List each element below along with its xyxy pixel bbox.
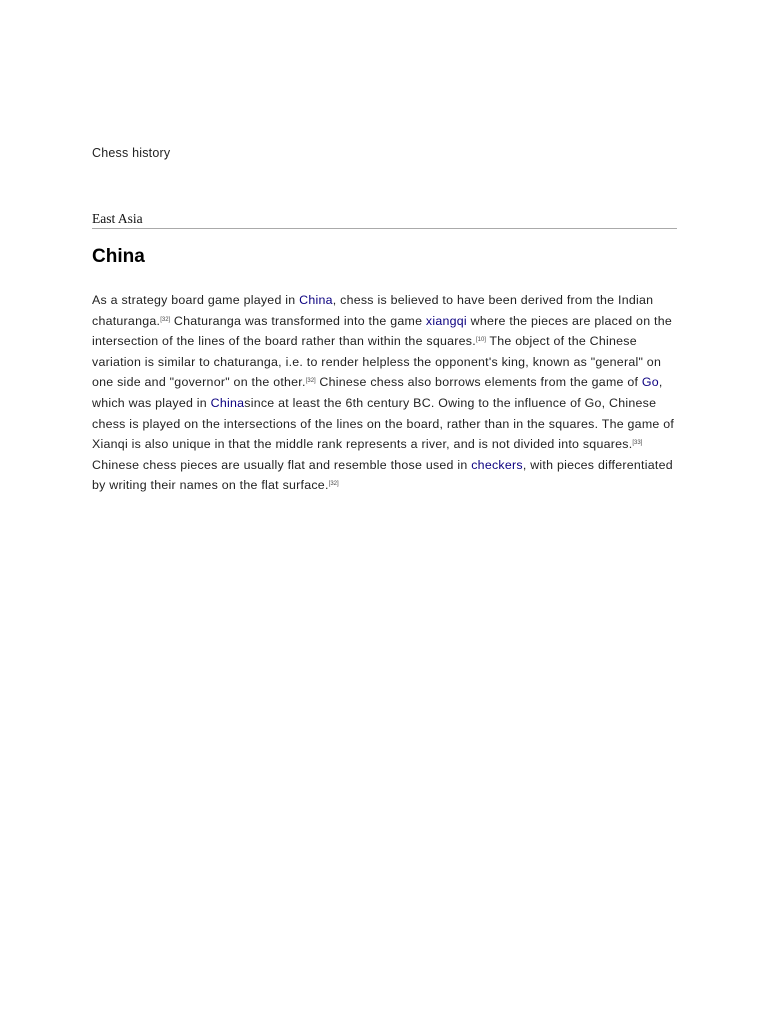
document-title: Chess history: [92, 146, 171, 160]
text-segment: where the pieces are placed on the intersection of the lines of the board rather than within the squares.: [92, 313, 673, 349]
citation-ref[interactable]: [10]: [475, 337, 486, 344]
text-segment: since at least the 6th century BC. Owing to the influence of Go, Chinese chess is played on the intersections of the lines on the board, rather than in the squares. The game of Xianqi is also unique in that the middle rank represents a river, and is not divided into squares.: [92, 395, 675, 452]
text-segment: , which was played in: [92, 375, 663, 410]
citation-ref[interactable]: [33]: [632, 440, 643, 447]
sub-heading-china: China: [92, 246, 145, 267]
link-checkers[interactable]: checkers: [471, 457, 523, 472]
citation-ref[interactable]: [32]: [328, 481, 339, 488]
text-segment: As a strategy board game played in: [92, 293, 300, 307]
text-segment: Chaturanga was transformed into the game: [170, 313, 426, 328]
text-segment: , with pieces differentiated by writing their names on the flat surface.: [92, 457, 673, 493]
link-go[interactable]: Go: [641, 375, 659, 390]
section-heading-east-asia: East Asia: [92, 210, 677, 229]
text-segment: Chinese chess also borrows elements from the game of: [315, 375, 642, 390]
link-china[interactable]: China: [299, 293, 333, 307]
body-paragraph: [92, 290, 677, 496]
citation-ref[interactable]: [32]: [160, 316, 171, 323]
link-china[interactable]: China: [210, 395, 245, 410]
text-segment: Chinese chess pieces are usually flat and resemble those used in: [92, 457, 472, 472]
text-segment: The object of the Chinese variation is similar to chaturanga, i.e. to render helpless the opponent's king, known as "general" on one side and "governor" on the other.: [92, 334, 662, 390]
text-segment: , chess is believed to have been derived from the Indian chaturanga.: [92, 293, 654, 328]
citation-ref[interactable]: [32]: [305, 378, 316, 385]
link-xiangqi[interactable]: xiangqi: [425, 313, 467, 328]
